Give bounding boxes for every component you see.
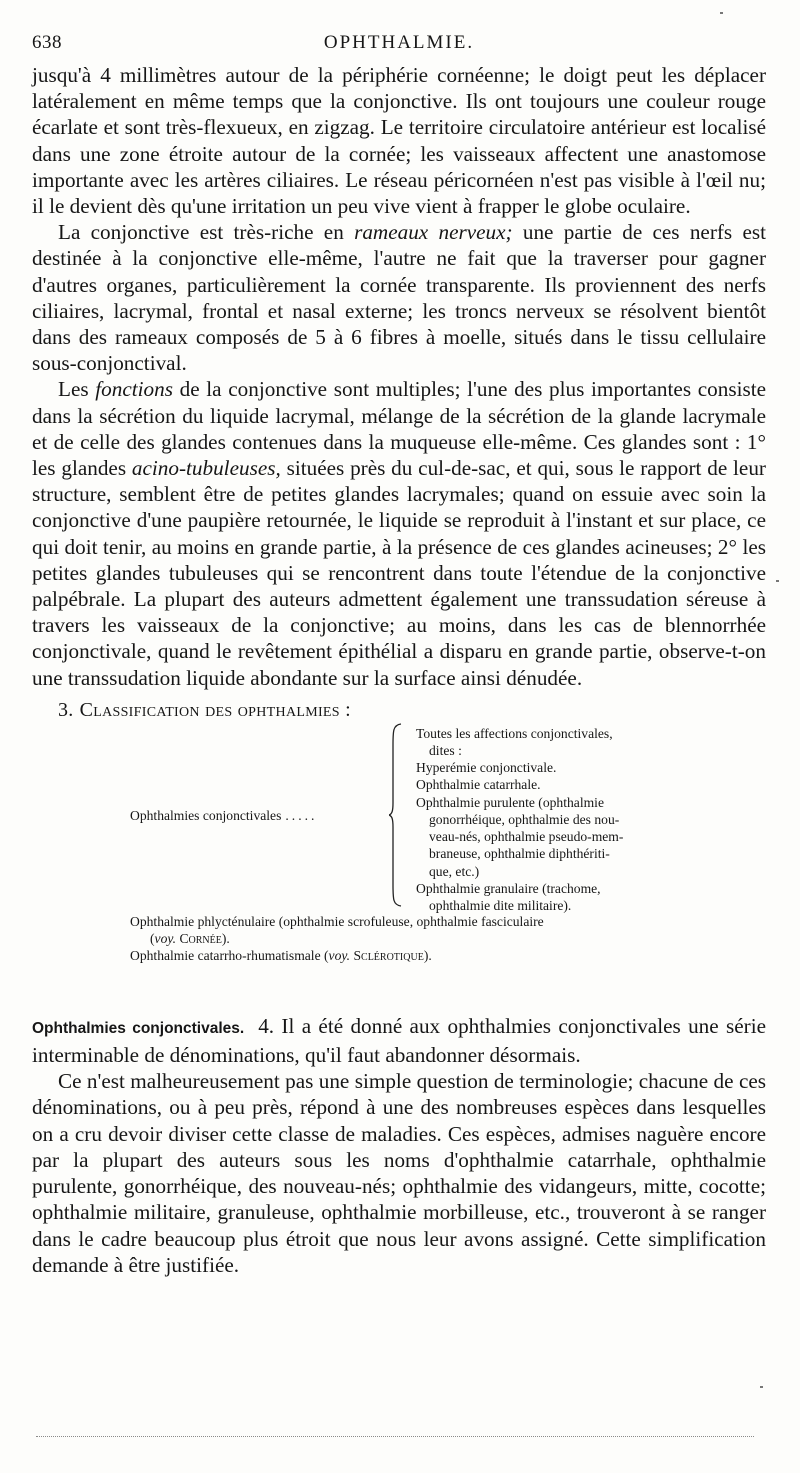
list-item: Ophthalmie catarrhale. <box>416 777 541 793</box>
list-item-continuation: dites : <box>429 743 462 759</box>
list-item-continuation: gonorrhéique, ophthalmie des nou- <box>429 811 620 827</box>
page-number: 638 <box>32 32 62 53</box>
text-run: une partie de ces nerfs est destinée à la conjonctive elle-même, l'autre ne fait que la traverser pour gagner d'autres organes, particulièrement la cornée transparente. Ils proviennent des nerfs ciliaires, lacrymal, frontal et nasal externe; les troncs nerveux se résolvent bientôt dans des rameaux composés de 5 à 6 fibres à moelle, situés dans le tissu cellulaire sous-conjonctival. <box>32 220 766 376</box>
paper-speck <box>776 580 779 582</box>
paragraph-terminology: Ce n'est malheureusement pas une simple question de terminologie; chacune de ces dénominations, ou à peu près, répond à une des nombreuses espèces dans lesquelles on a cru devoir diviser cette classe de maladies. Ces espèces, admises naguère encore par la plupart des auteurs sous les noms d'ophthalmie catarrhale, ophthalmie purulente, gonorrhéique, des nouveau-nés; ophthalmie des vidangeurs, mitte, cocotte; ophthalmie militaire, granuleuse, ophthalmie morbilleuse, etc., trouveront à se ranger dans le cadre beaucoup plus étroit que nous leur avons assigné. Cette simplification demande à être justifiée. <box>32 1069 766 1277</box>
voy-abbrev: voy. <box>328 947 351 963</box>
paragraph-nerves <box>32 219 766 376</box>
list-item-continuation: ophthalmie dite militaire). <box>429 897 572 913</box>
classification-catarrho-rhumatismale <box>130 947 432 964</box>
cross-reference: Cornée <box>179 931 222 947</box>
section-4-heading: Ophthalmies conjonctivales. <box>32 1019 245 1037</box>
list-item-continuation: braneuse, ophthalmie diphthériti- <box>429 846 610 862</box>
emphasis-rameaux-nerveux: rameaux nerveux; <box>354 220 513 245</box>
entry-line-continuation: (voy. Cornée). <box>150 931 230 947</box>
cross-reference: Sclérotique <box>353 947 424 963</box>
emphasis-fonctions: fonctions <box>95 377 173 402</box>
closing-punct: ). <box>221 931 230 947</box>
list-item: Toutes les affections conjonctivales, <box>416 725 613 741</box>
classification-left-label <box>130 807 317 824</box>
text-run: La conjonctive est très-riche en <box>58 220 355 245</box>
text-run: Les <box>58 377 96 402</box>
list-item: Ophthalmie granulaire (trachome, <box>416 880 601 896</box>
list-item-continuation: que, etc.) <box>429 863 480 879</box>
text-run: situées près du cul-de-sac, et qui, sous le rapport de leur structure, semblent être de petites glandes lacrymales; quand on essuie avec soin la conjonctive d'une paupière retournée, le liquide se reproduit à l'instant et sur place, ce qui doit tenir, au moins en grande partie, à la présence de ces glandes acineuses; 2° les petites glandes tubuleuses qui se rencontrent dans toute l'étendue de la conjonctive palpébrale. La plupart des auteurs admettent également une transsudation séreuse à travers les vaisseaux de la conjonctive; au moins, dans les cas de blennorrhée conjonctivale, quand le revêtement épithélial a disparu en grande partie, observe-t-on une transsudation liquide abondante sur la surface ainsi dénudée. <box>32 456 766 690</box>
list-item: Hyperémie conjonctivale. <box>416 760 557 776</box>
paper-speck <box>720 12 723 14</box>
running-title: OPHTHALMIE. <box>323 32 475 53</box>
leader-dots: ..... <box>285 807 318 823</box>
section-number: 3. <box>58 698 74 721</box>
section-title: Classification des ophthalmies : <box>79 698 352 721</box>
paragraph-vessels: jusqu'à 4 millimètres autour de la périphérie cornéenne; le doigt peut les déplacer latéralement en même temps que la conjonctive. Ils ont toujours une couleur rouge écarlate et sont très-flexueux, en zigzag. Le territoire circulatoire antérieur est localisé dans une zone étroite autour de la cornée; les vaisseaux affectent une anastomose importante avec les artères ciliaires. Le réseau péricornéen n'est pas visible à l'œil nu; il le devient dès qu'une irritation un peu vive vient à frapper le globe oculaire. <box>32 63 766 219</box>
book-page <box>32 28 766 1278</box>
paragraph-section-4 <box>32 1013 766 1068</box>
list-item: Ophthalmie purulente (ophthalmie <box>416 794 604 810</box>
emphasis-acino-tubuleuses: acino-tubuleuses, <box>131 456 281 481</box>
list-item-continuation: veau-nés, ophthalmie pseudo-mem- <box>429 829 624 845</box>
classification-list <box>416 725 716 914</box>
closing-punct: ). <box>423 947 432 963</box>
entry-line: Ophthalmie catarrho-rhumatismale ( <box>130 947 329 963</box>
entry-line: Ophthalmie phlycténulaire (ophthalmie scrofuleuse, ophthalmie fasciculaire <box>130 913 544 929</box>
page-header <box>32 28 766 62</box>
text-run: 4. Il a été donné aux ophthalmies conjonctivales une série interminable de dénominations, qu'il faut abandonner désormais. <box>32 1013 766 1068</box>
footer-dotted-rule <box>36 1436 754 1437</box>
section-3-heading <box>32 697 766 723</box>
voy-abbrev: voy. <box>154 931 177 947</box>
text-run: de la conjonctive sont multiples; l'une des plus importantes consiste dans la sécrétion du liquide lacrymal, mélange de la sécrétion de la glande lacrymale et de celle des glandes contenues dans la muqueuse elle-même. Ces glandes sont : 1° les glandes <box>32 377 766 481</box>
paper-speck <box>760 1386 763 1388</box>
classification-table <box>32 723 766 965</box>
classification-phlyctenulaire <box>130 913 710 947</box>
paragraph-functions <box>32 376 766 690</box>
label-text: Ophthalmies conjonctivales <box>130 807 282 823</box>
curly-brace-icon <box>389 723 403 907</box>
